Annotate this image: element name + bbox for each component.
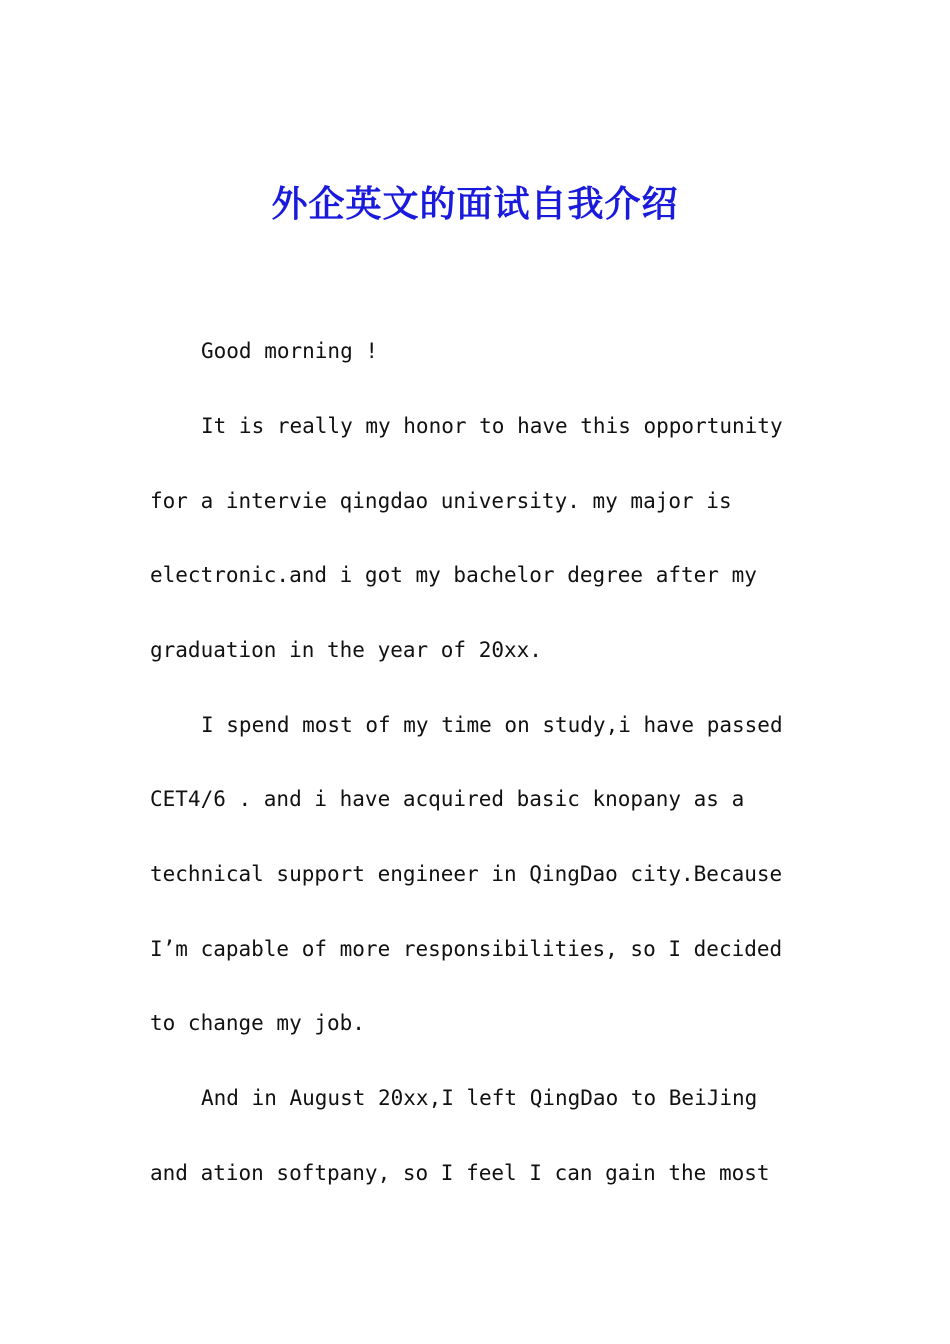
text-line: technical support engineer in QingDao city.Because: [150, 862, 783, 886]
text-line: CET4/6 . and i have acquired basic knopany as a: [150, 787, 745, 811]
text-line: and ation softpany, so I feel I can gain the most: [150, 1161, 770, 1185]
text-line: And in August 20xx,I left QingDao to BeiJing: [201, 1086, 758, 1110]
text-line: I spend most of my time on study,i have passed: [201, 713, 783, 737]
text-line: graduation in the year of 20xx.: [150, 638, 542, 662]
text-line: Good morning !: [201, 339, 379, 363]
text-line: electronic.and i got my bachelor degree after my: [150, 563, 757, 587]
text-line: It is really my honor to have this opportunity: [201, 414, 783, 438]
document-title: 外企英文的面试自我介绍: [271, 183, 679, 225]
text-line: for a intervie qingdao university. my major is: [150, 489, 732, 513]
text-line: I’m capable of more responsibilities, so I decided: [150, 937, 783, 961]
text-line: to change my job.: [150, 1011, 365, 1035]
